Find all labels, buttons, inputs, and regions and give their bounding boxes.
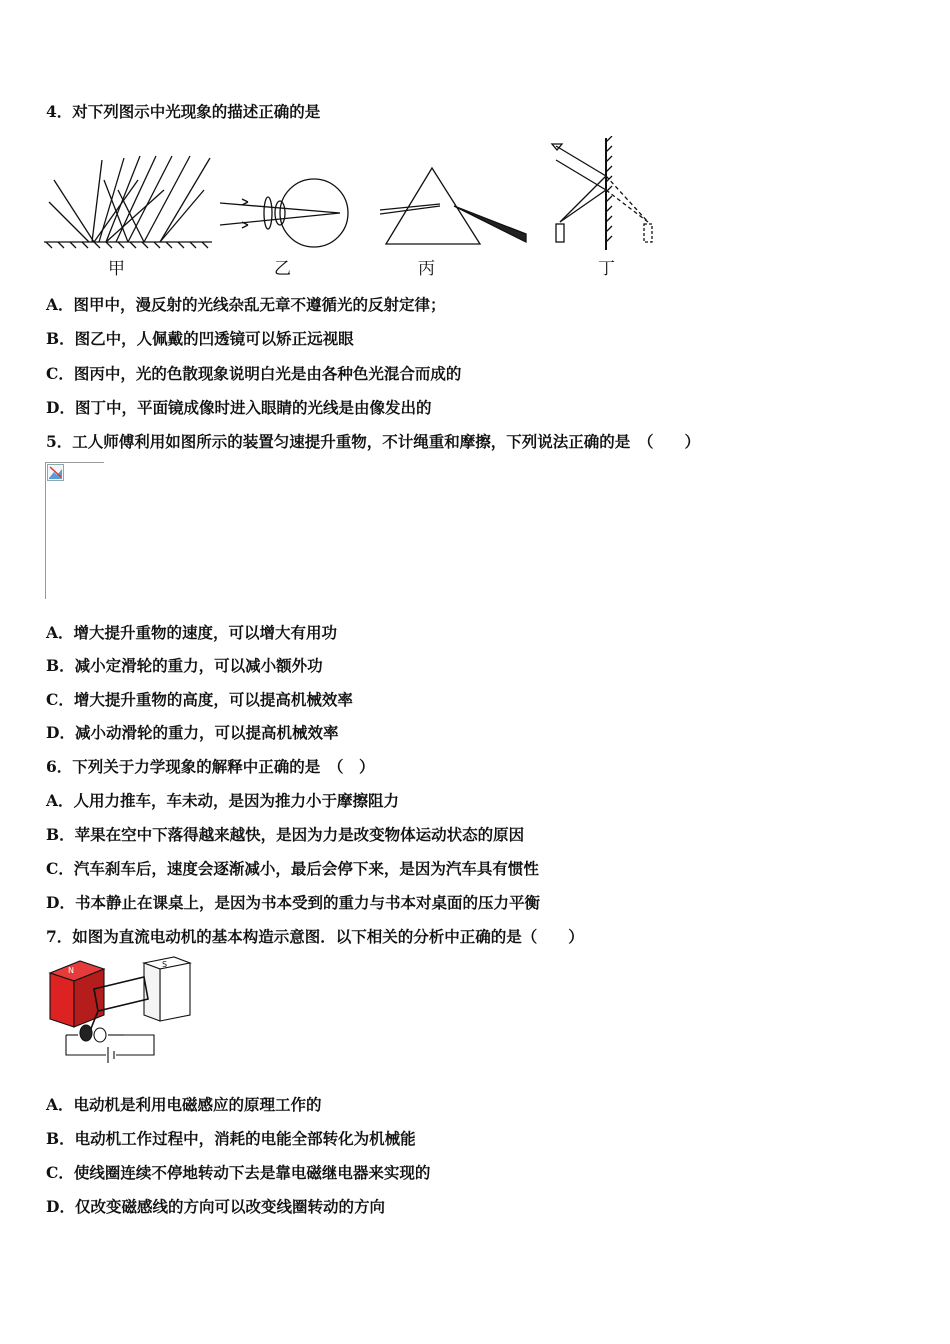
figure-jia-diffuse-reflection [44,150,214,250]
q5-stem: 5．工人师傅利用如图所示的装置匀速提升重物，不计绳重和摩擦，下列说法正确的是 （ ） [46,432,701,451]
q6-option-c: C．汽车刹车后，速度会逐渐减小，最后会停下来，是因为汽车具有惯性 [46,859,539,878]
q4-option-b: B．图乙中，人佩戴的凹透镜可以矫正远视眼 [46,329,354,348]
figure-yi-eye-lens [218,175,358,255]
q4-option-c: C．图丙中，光的色散现象说明白光是由各种色光混合而成的 [46,364,462,383]
q7-option-c: C．使线圈连续不停地转动下去是靠电磁继电器来实现的 [46,1163,431,1182]
q5-option-a: A．增大提升重物的速度，可以增大有用功 [46,623,338,642]
q7-option-d: D．仅改变磁感线的方向可以改变线圈转动的方向 [46,1197,385,1216]
q5-option-d: D．减小动滑轮的重力，可以提高机械效率 [46,723,339,742]
q6-stem: 6．下列关于力学现象的解释中正确的是 （ ） [46,757,375,776]
q7-stem: 7．如图为直流电动机的基本构造示意图．以下相关的分析中正确的是（ ） [46,927,584,946]
q5-option-b: B．减小定滑轮的重力，可以减小额外功 [46,656,323,675]
q7-option-a: A．电动机是利用电磁感应的原理工作的 [46,1095,322,1114]
q6-option-d: D．书本静止在课桌上，是因为书本受到的重力与书本对桌面的压力平衡 [46,893,540,912]
q7-option-b: B．电动机工作过程中，消耗的电能全部转化为机械能 [46,1129,416,1148]
q4-stem: 4．对下列图示中光现象的描述正确的是 [46,102,321,121]
q5-option-c: C．增大提升重物的高度，可以提高机械效率 [46,690,353,709]
label-n: N [68,966,74,975]
q6-option-a: A．人用力推车，车未动，是因为推力小于摩擦阻力 [46,791,400,810]
figure-bing-prism [380,160,530,250]
caption-ding: 丁 [598,259,615,279]
figure-dc-motor [44,955,192,1073]
broken-image-icon [47,464,65,482]
broken-image-placeholder [45,462,104,599]
caption-jia: 甲 [108,259,125,279]
q6-option-b: B．苹果在空中下落得越来越快，是因为力是改变物体运动状态的原因 [46,825,525,844]
q4-option-a: A．图甲中，漫反射的光线杂乱无章不遵循光的反射定律； [46,295,446,314]
caption-yi: 乙 [274,259,291,279]
caption-bing: 丙 [418,259,435,279]
label-s: S [162,960,168,969]
q4-option-d: D．图丁中，平面镜成像时进入眼睛的光线是由像发出的 [46,398,432,417]
